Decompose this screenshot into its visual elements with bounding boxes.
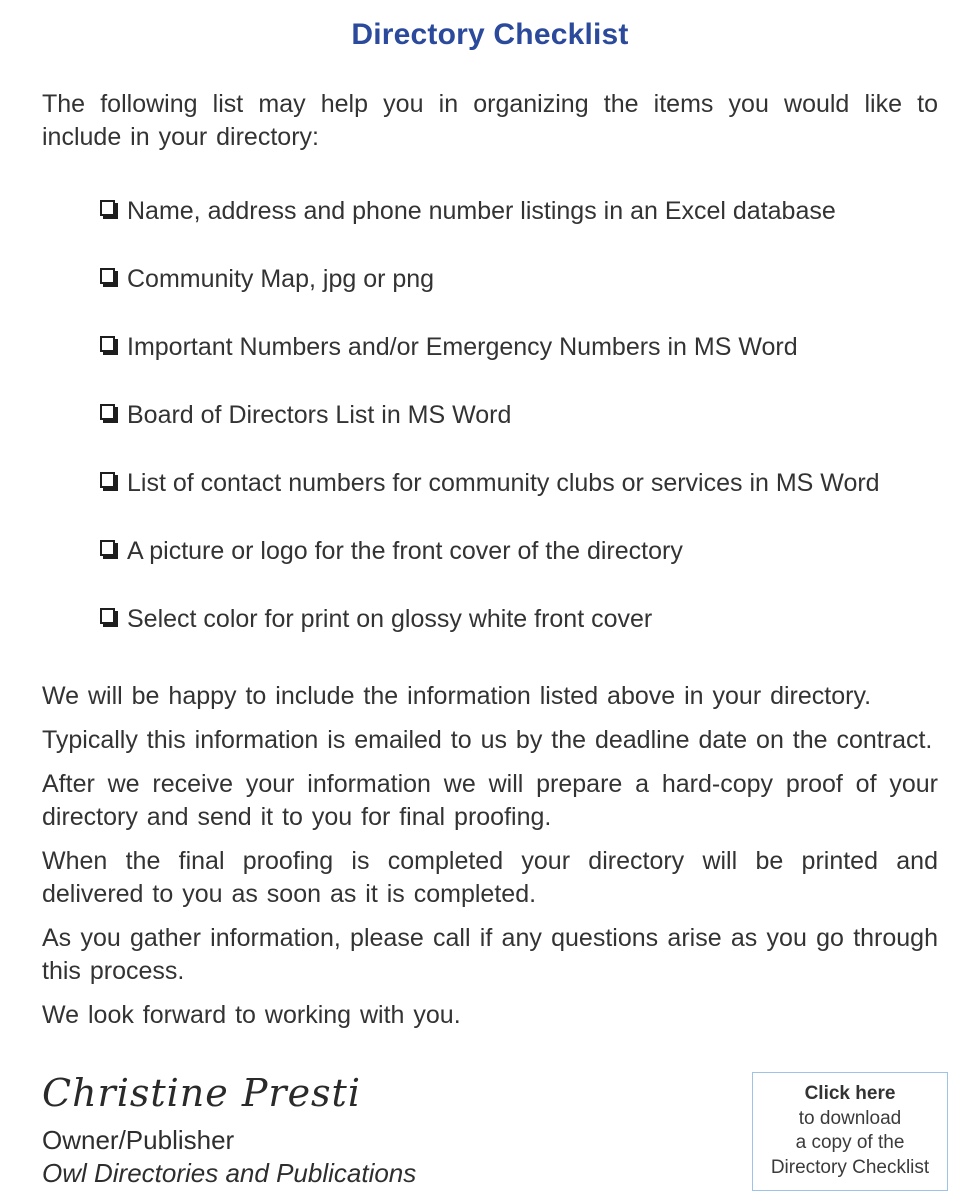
checkbox-icon bbox=[100, 540, 115, 556]
checklist-item bbox=[100, 332, 938, 362]
checklist-item bbox=[100, 536, 938, 566]
document-body bbox=[0, 88, 980, 1032]
checklist-item-label: List of contact numbers for community clubs or services in MS Word bbox=[127, 469, 880, 497]
download-checklist-link-box[interactable] bbox=[752, 1072, 948, 1191]
download-box-click-here[interactable]: Click here bbox=[804, 1083, 896, 1104]
checklist-item-label: Select color for print on glossy white front cover bbox=[127, 605, 653, 633]
checkbox-icon bbox=[100, 200, 115, 216]
signature-company: Owl Directories and Publications bbox=[42, 1158, 417, 1188]
checklist-item bbox=[100, 196, 938, 226]
checklist-item bbox=[100, 604, 938, 634]
checklist-item-label: Community Map, jpg or png bbox=[127, 265, 435, 293]
body-paragraph: We look forward to working with you. bbox=[42, 1001, 461, 1029]
body-paragraph: We will be happy to include the information listed above in your directory. bbox=[42, 682, 872, 710]
page-title: Directory Checklist bbox=[351, 18, 629, 51]
intro-paragraph: The following list may help you in organizing the items you would like to include in your directory: bbox=[42, 90, 938, 151]
body-paragraphs bbox=[42, 680, 938, 1032]
signature-role: Owner/Publisher bbox=[42, 1125, 235, 1155]
checkbox-icon bbox=[100, 268, 115, 284]
checkbox-icon bbox=[100, 404, 115, 420]
body-paragraph: After we receive your information we will prepare a hard-copy proof of your directory and send it to you for final proofing. bbox=[42, 770, 938, 831]
download-box-line[interactable]: Directory Checklist bbox=[770, 1156, 930, 1178]
checkbox-icon bbox=[100, 336, 115, 352]
checklist-item bbox=[100, 264, 938, 294]
signature-block bbox=[42, 1062, 416, 1190]
checklist-item-label: Important Numbers and/or Emergency Numbers in MS Word bbox=[127, 333, 798, 361]
download-box-line[interactable]: to download bbox=[798, 1107, 902, 1129]
download-box-line[interactable]: a copy of the bbox=[795, 1132, 905, 1153]
signature-handwritten-name: Christine Presti bbox=[42, 1071, 361, 1115]
body-paragraph: When the final proofing is completed your directory will be printed and delivered to you as soon as it is completed. bbox=[42, 847, 938, 908]
checklist-item-label: Board of Directors List in MS Word bbox=[127, 401, 512, 429]
checkbox-icon bbox=[100, 472, 115, 488]
checklist-item-label: Name, address and phone number listings in an Excel database bbox=[127, 197, 836, 225]
body-paragraph: Typically this information is emailed to us by the deadline date on the contract. bbox=[42, 726, 933, 754]
checkbox-icon bbox=[100, 608, 115, 624]
checklist-item bbox=[100, 400, 938, 430]
checklist-item-label: A picture or logo for the front cover of the directory bbox=[127, 537, 683, 565]
checklist-item bbox=[100, 468, 938, 498]
checklist bbox=[42, 196, 938, 634]
body-paragraph: As you gather information, please call if any questions arise as you go through this process. bbox=[42, 924, 938, 985]
